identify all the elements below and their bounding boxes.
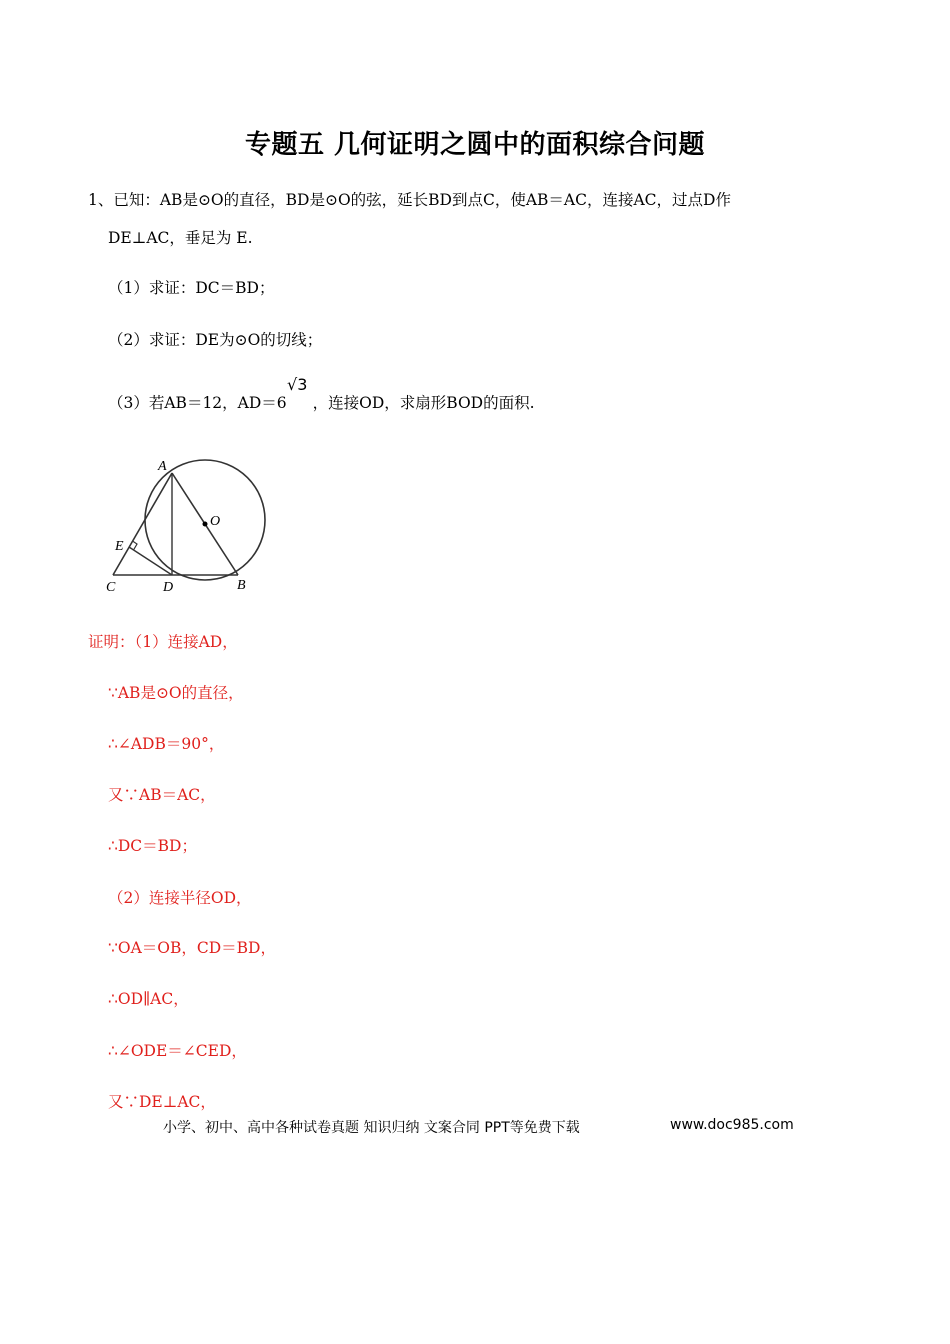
solution-line: 又∵AB＝AC，	[108, 786, 216, 804]
label-d: D	[163, 580, 174, 595]
footer-text: 小学、初中、高中各种试卷真题 知识归纳 文案合同 PPT等免费下载	[163, 1120, 580, 1136]
question-3	[108, 393, 535, 413]
segment-de	[129, 547, 172, 575]
question-3-part-a: （3）若AB＝12，AD＝6	[108, 394, 287, 412]
solution-line: ∴∠ADB＝90°，	[108, 735, 225, 753]
solution-line: 又∵DE⊥AC，	[108, 1093, 216, 1111]
label-c: C	[106, 580, 116, 595]
center-dot	[203, 522, 208, 527]
label-b: B	[237, 578, 246, 593]
solution-line: 证明：（1）连接AD，	[88, 633, 238, 651]
solution-line: ∵AB是⊙O的直径，	[108, 684, 244, 702]
solution-line: ∴DC＝BD；	[108, 837, 197, 855]
page-title: 专题五 几何证明之圆中的面积综合问题	[244, 130, 706, 160]
label-o: O	[210, 514, 221, 529]
problem-stem-line1: 1、已知：AB是⊙O的直径，BD是⊙O的弦，延长BD到点C，使AB＝AC，连接AC，过点D作	[88, 191, 731, 209]
solution-line: ∴∠ODE＝∠CED，	[108, 1042, 247, 1060]
solution-line: ∴OD∥AC，	[108, 990, 189, 1008]
label-e: E	[115, 539, 124, 554]
question-1: （1）求证：DC＝BD；	[108, 279, 275, 297]
solution-line: ∵OA＝OB，CD＝BD，	[108, 939, 276, 957]
problem-stem-line2: DE⊥AC，垂足为 E.	[108, 229, 253, 247]
question-2: （2）求证：DE为⊙O的切线；	[108, 331, 323, 349]
sqrt-three: √3	[287, 375, 308, 394]
footer-url[interactable]: www.doc985.com	[670, 1117, 794, 1133]
segment-ac	[113, 473, 172, 575]
label-a: A	[158, 459, 167, 474]
geometry-figure	[100, 455, 280, 595]
question-3-part-b: ，连接OD，求扇形BOD的面积.	[312, 394, 535, 412]
right-angle-mark	[133, 541, 138, 550]
circle-o	[145, 460, 265, 580]
solution-line: （2）连接半径OD，	[108, 889, 252, 907]
